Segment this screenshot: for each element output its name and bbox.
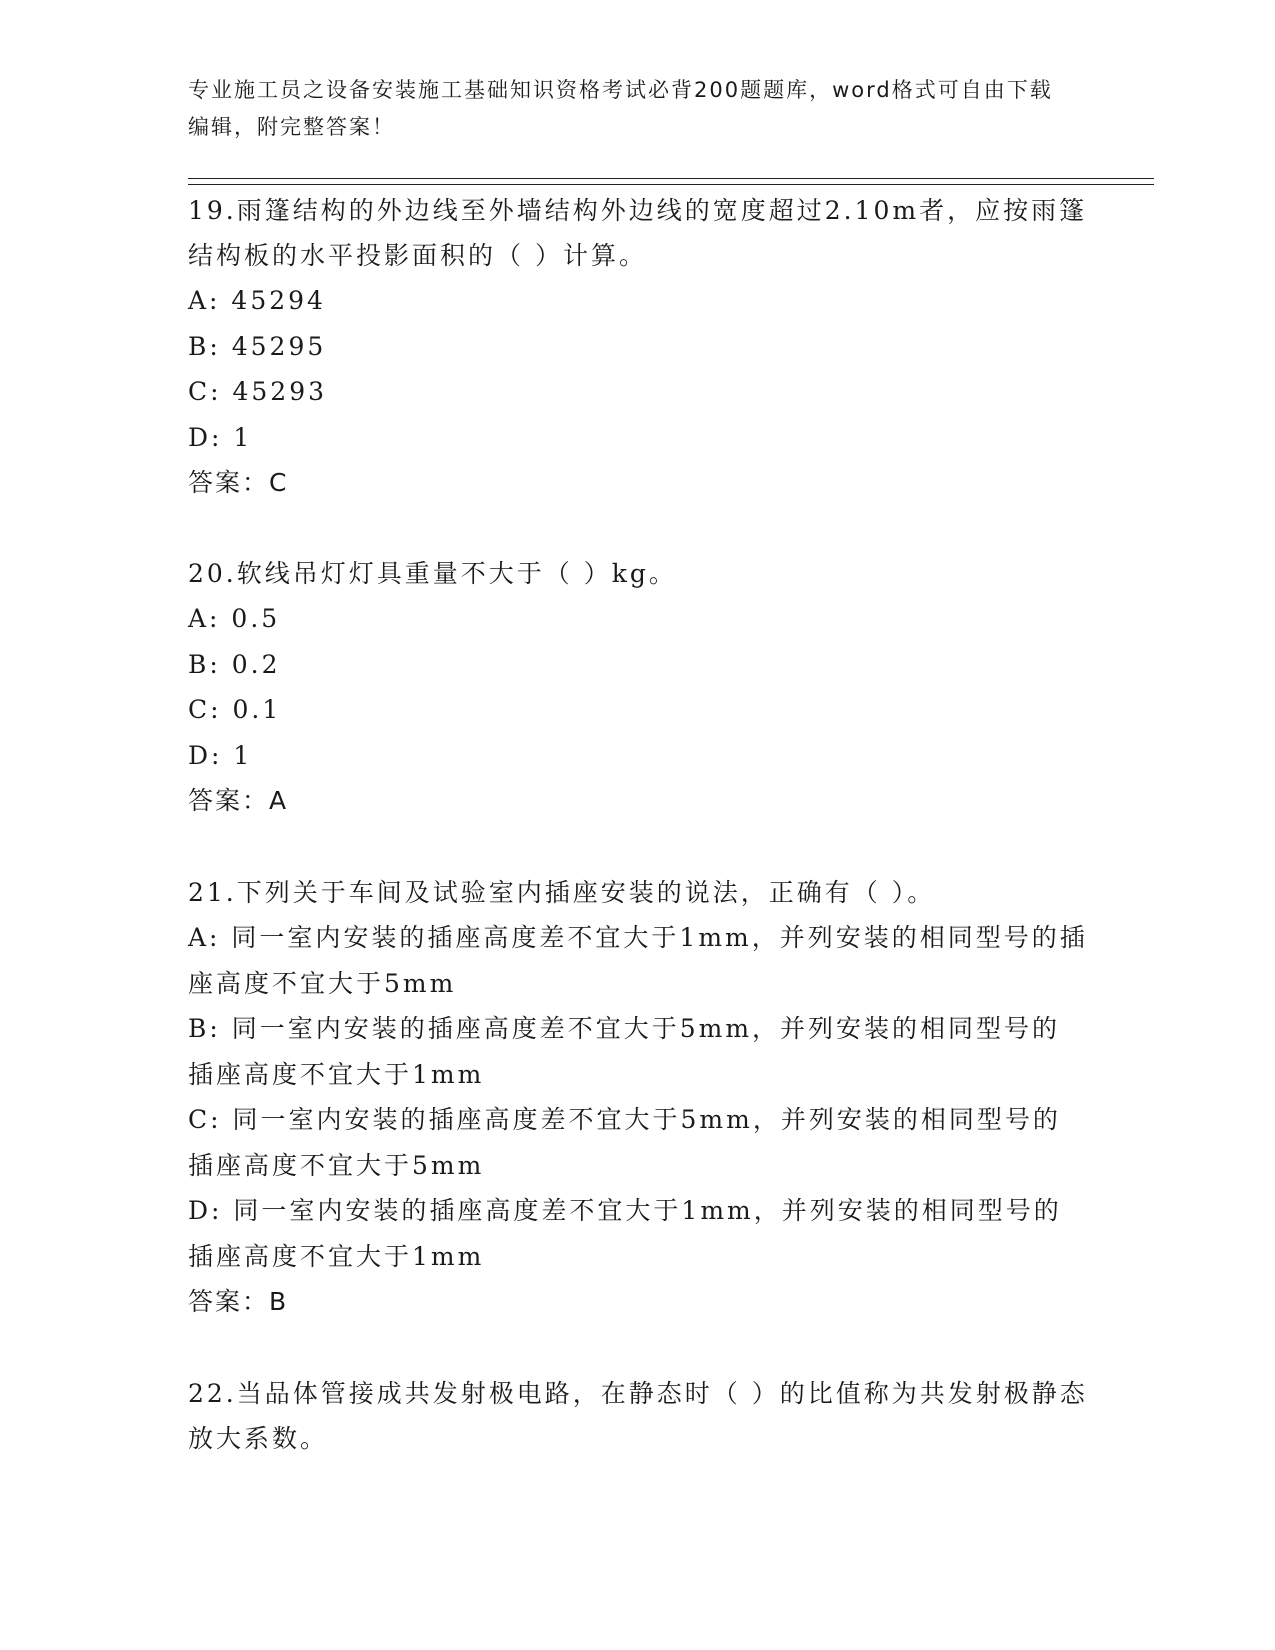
document-header: [188, 72, 1068, 146]
question-stem: 21.下列关于车间及试验室内插座安装的说法，正确有（ ）。: [188, 878, 936, 907]
question-22: [188, 1371, 1088, 1461]
option-b: B: 45295: [188, 331, 327, 361]
question-stem: 20.软线吊灯灯具重量不大于（ ）kg。: [188, 559, 677, 588]
answer: 答案：C: [188, 468, 289, 497]
header-text: 专业施工员之设备安装施工基础知识资格考试必背200题题库，word格式可自由下载编辑，附完整答案！: [188, 78, 1053, 139]
header-divider-top: [188, 178, 1154, 179]
option-d: D: 1: [188, 740, 253, 770]
answer: 答案：A: [188, 786, 289, 815]
question-stem: 22.当品体管接成共发射极电路，在静态时（ ）的比值称为共发射极静态放大系数。: [188, 1379, 1088, 1453]
answer: 答案：B: [188, 1287, 289, 1316]
option-b: B: 0.2: [188, 649, 281, 679]
option-a: A: 0.5: [188, 604, 281, 633]
question-20: [188, 551, 1088, 823]
option-a: A: 45294: [188, 286, 326, 315]
question-19: [188, 188, 1088, 505]
option-d: D: 同一室内安装的插座高度差不宜大于1mm，并列安装的相同型号的插座高度不宜大于1mm: [188, 1196, 1062, 1271]
question-21: [188, 870, 1088, 1324]
header-divider-bottom: [188, 184, 1154, 185]
option-c: C: 同一室内安装的插座高度差不宜大于5mm，并列安装的相同型号的插座高度不宜大于5mm: [188, 1105, 1061, 1180]
option-d: D: 1: [188, 422, 253, 452]
question-stem: 19.雨篷结构的外边线至外墙结构外边线的宽度超过2.10m者，应按雨篷结构板的水平投影面积的（ ）计算。: [188, 196, 1088, 270]
option-c: C: 45293: [188, 377, 328, 406]
option-a: A: 同一室内安装的插座高度差不宜大于1mm，并列安装的相同型号的插座高度不宜大于5mm: [188, 923, 1088, 998]
option-c: C: 0.1: [188, 695, 282, 724]
option-b: B: 同一室内安装的插座高度差不宜大于5mm，并列安装的相同型号的插座高度不宜大于1mm: [188, 1014, 1061, 1089]
